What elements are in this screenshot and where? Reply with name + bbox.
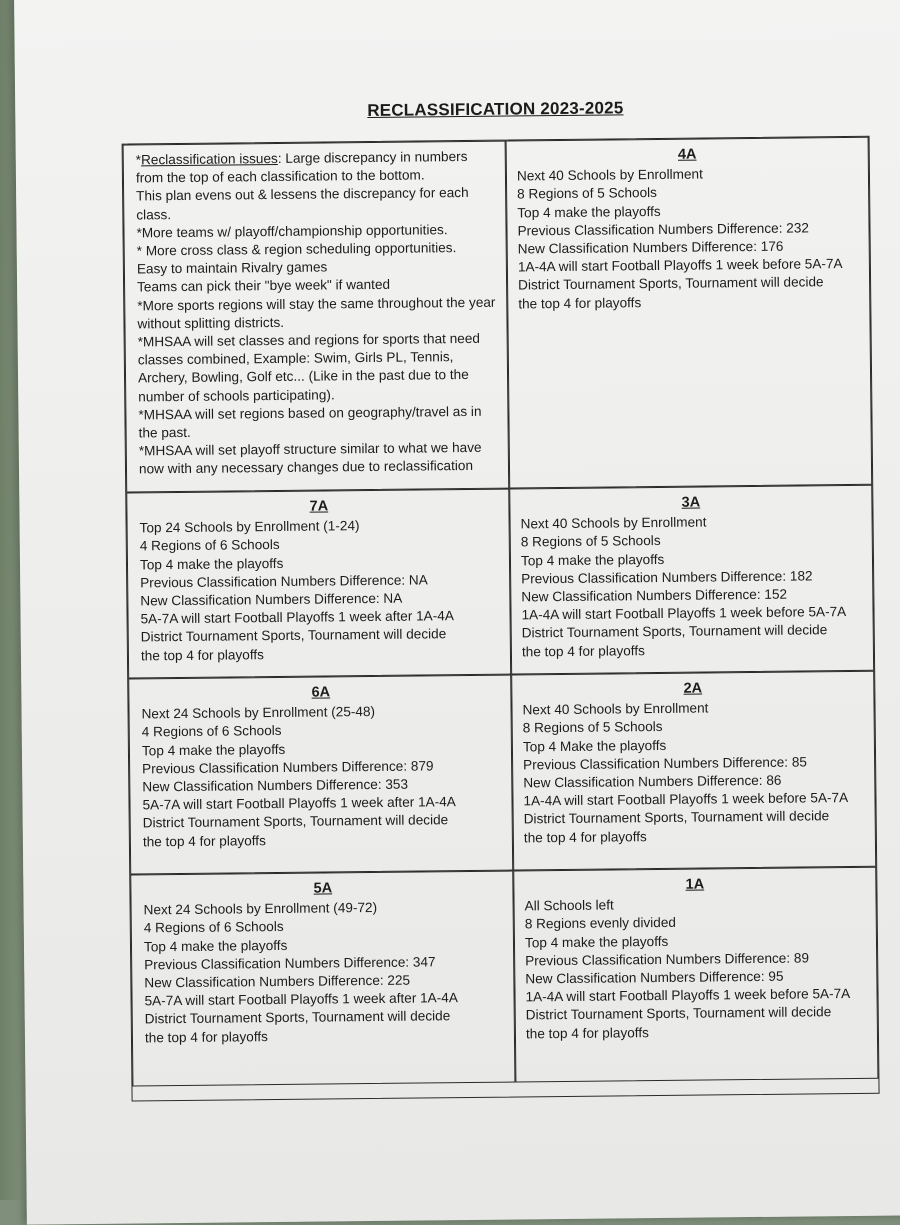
class-3a-line: New Classification Numbers Difference: 152 xyxy=(521,586,788,605)
class-3a-cell xyxy=(509,485,874,675)
class-4a-line: Next 40 Schools by Enrollment xyxy=(516,166,703,184)
class-6a-line: New Classification Numbers Difference: 353 xyxy=(142,776,409,795)
class-5a-line: Next 24 Schools by Enrollment (49-72) xyxy=(143,900,378,918)
class-4a-heading: 4A xyxy=(677,146,697,163)
intro-lead xyxy=(136,148,495,188)
class-7a-line: New Classification Numbers Difference: NA xyxy=(140,590,403,609)
class-2a-line: 8 Regions of 5 Schools xyxy=(522,719,663,736)
class-7a-cell xyxy=(126,489,511,679)
class-1a-cell xyxy=(513,867,878,1083)
class-1a-heading: 1A xyxy=(685,876,705,893)
classification-table xyxy=(122,136,880,1102)
class-1a-line: the top 4 for playoffs xyxy=(525,1024,649,1042)
class-2a-line: 1A-4A will start Football Playoffs 1 week before 5A-7A xyxy=(523,790,849,809)
class-1a-line: Previous Classification Numbers Difference: 89 xyxy=(525,950,810,969)
class-2a-line: Top 4 Make the playoffs xyxy=(522,737,667,755)
class-6a-line: the top 4 for playoffs xyxy=(142,832,266,850)
class-5a-line: New Classification Numbers Difference: 225 xyxy=(144,972,411,991)
class-2a-line: Previous Classification Numbers Difference: 85 xyxy=(523,754,808,773)
class-3a-line: the top 4 for playoffs xyxy=(521,642,645,660)
intro-line: This plan evens out & lessens the discrepancy for each class. xyxy=(136,185,469,223)
class-7a-line: 4 Regions of 6 Schools xyxy=(139,537,280,554)
class-3a-line: Previous Classification Numbers Difference: 182 xyxy=(521,568,813,587)
paper-sheet xyxy=(14,0,900,1225)
class-7a-line: Top 4 make the playoffs xyxy=(139,555,284,573)
class-7a-line: the top 4 for playoffs xyxy=(140,646,264,664)
class-1a-line: 8 Regions evenly divided xyxy=(524,915,676,932)
class-6a-line: 5A-7A will start Football Playoffs 1 week after 1A-4A xyxy=(142,794,456,813)
class-3a-line: District Tournament Sports, Tournament will decide xyxy=(521,622,828,641)
intro-cell xyxy=(123,141,510,493)
class-5a-line: 4 Regions of 6 Schools xyxy=(143,919,284,936)
class-4a-line: Top 4 make the playoffs xyxy=(517,203,661,221)
class-3a-line: 8 Regions of 5 Schools xyxy=(520,533,661,550)
class-3a-line: Top 4 make the playoffs xyxy=(520,551,665,569)
class-6a-line: Previous Classification Numbers Difference: 879 xyxy=(142,758,434,777)
class-4a-line: 1A-4A will start Football Playoffs 1 week before 5A-7A xyxy=(517,256,843,275)
intro-line: Easy to maintain Rivalry games xyxy=(136,259,328,277)
intro-line: *MHSAA will set classes and regions for sports that need classes combined, Example: Swim, Girls PL, Tennis, Archery, Bowling, Golf etc... (Like in the past due to the number of schools participating). xyxy=(137,330,481,405)
intro-line: *More teams w/ playoff/championship opportunities. xyxy=(136,221,448,241)
intro-lead-text: : Large discrepancy in numbers from the top of each classification to the bottom. xyxy=(135,148,468,186)
class-4a-line: the top 4 for playoffs xyxy=(518,294,642,312)
class-4a-line: New Classification Numbers Difference: 176 xyxy=(517,238,784,257)
class-1a-line: All Schools left xyxy=(524,897,614,914)
class-2a-line: District Tournament Sports, Tournament will decide xyxy=(523,808,830,827)
class-7a-line: Previous Classification Numbers Difference: NA xyxy=(140,572,428,591)
class-2a-line: New Classification Numbers Difference: 86 xyxy=(523,772,782,791)
class-6a-heading: 6A xyxy=(311,684,331,701)
class-1a-line: New Classification Numbers Difference: 95 xyxy=(525,968,784,987)
class-6a-line: District Tournament Sports, Tournament will decide xyxy=(142,812,449,831)
intro-line: * More cross class & region scheduling opportunities. xyxy=(136,240,457,259)
class-4a-cell xyxy=(506,137,873,489)
class-5a-line: District Tournament Sports, Tournament will decide xyxy=(144,1008,451,1027)
class-6a-cell xyxy=(128,675,513,875)
intro-line: *MHSAA will set regions based on geography/travel as in the past. xyxy=(138,403,482,441)
intro-lead-star: * xyxy=(135,152,142,168)
class-6a-line: Next 24 Schools by Enrollment (25-48) xyxy=(141,704,376,722)
class-4a-line: Previous Classification Numbers Difference: 232 xyxy=(517,220,809,239)
class-1a-line: District Tournament Sports, Tournament will decide xyxy=(525,1004,832,1023)
class-2a-cell xyxy=(511,671,876,871)
intro-line: *MHSAA will set playoff structure similar to what we have now with any necessary changes due to reclassification xyxy=(138,440,482,477)
class-5a-cell xyxy=(130,871,515,1087)
intro-line: *More sports regions will stay the same throughout the year without splitting districts. xyxy=(137,294,496,332)
class-2a-heading: 2A xyxy=(683,680,703,697)
class-5a-line: 5A-7A will start Football Playoffs 1 week after 1A-4A xyxy=(144,990,458,1009)
class-7a-line: 5A-7A will start Football Playoffs 1 week after 1A-4A xyxy=(140,608,454,627)
class-7a-line: District Tournament Sports, Tournament will decide xyxy=(140,626,447,645)
document-title: RECLASSIFICATION 2023-2025 xyxy=(367,98,624,121)
class-3a-heading: 3A xyxy=(681,494,701,511)
class-2a-line: the top 4 for playoffs xyxy=(523,828,647,846)
class-4a-line: 8 Regions of 5 Schools xyxy=(517,185,658,202)
class-5a-line: Top 4 make the playoffs xyxy=(143,937,288,955)
class-7a-line: Top 24 Schools by Enrollment (1-24) xyxy=(139,518,360,536)
class-5a-line: Previous Classification Numbers Difference: 347 xyxy=(144,954,436,973)
class-1a-line: 1A-4A will start Football Playoffs 1 week before 5A-7A xyxy=(525,986,851,1005)
intro-lead-label: Reclassification issues xyxy=(140,150,278,168)
intro-line: Teams can pick their "bye week" if wanted xyxy=(137,277,391,295)
class-7a-heading: 7A xyxy=(309,498,329,515)
class-6a-line: 4 Regions of 6 Schools xyxy=(141,723,282,740)
class-3a-line: 1A-4A will start Football Playoffs 1 week before 5A-7A xyxy=(521,604,847,623)
class-6a-line: Top 4 make the playoffs xyxy=(141,741,286,759)
class-5a-line: the top 4 for playoffs xyxy=(144,1028,268,1046)
class-5a-heading: 5A xyxy=(313,880,333,897)
class-2a-line: Next 40 Schools by Enrollment xyxy=(522,700,709,718)
class-1a-line: Top 4 make the playoffs xyxy=(524,933,669,951)
class-4a-line: District Tournament Sports, Tournament will decide xyxy=(518,274,824,293)
class-3a-line: Next 40 Schools by Enrollment xyxy=(520,514,707,532)
